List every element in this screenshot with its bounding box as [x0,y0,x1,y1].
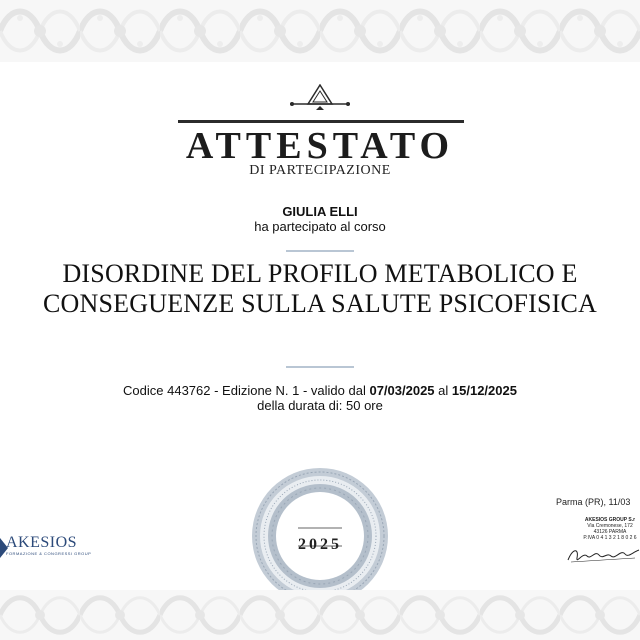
logo-subtext: FORMAZIONE & CONGRESSI GROUP [6,551,92,556]
course-duration: della durata di: 50 ore [257,398,383,413]
decorative-bottom-band [0,590,640,640]
certificate-title: ATTESTATO [185,125,455,167]
course-title-line: CONSEGUENZE SULLA SALUTE PSICOFISICA [43,289,597,318]
course-title-line: DISORDINE DEL PROFILO METABOLICO E [62,259,578,288]
recipient-name: GIULIA ELLI [282,204,358,219]
company-stamp [580,517,640,541]
signature-icon [565,544,640,566]
course-title [0,259,640,319]
emblem-icon [290,84,350,112]
stamp-vat: P.IVA 0 4 1 3 2 1 8 0 2 6 [583,535,637,541]
separator-line [286,366,354,368]
valid-to-date: 15/12/2025 [451,383,517,398]
stamp-address: Via Cremonese, 172 [587,523,633,529]
course-code-validity [0,383,640,398]
separator-line [286,250,354,252]
course-code: Codice 443762 - Edizione N. 1 - valido dal [123,383,370,398]
title-rule [178,120,464,123]
stamp-company: AKESIOS GROUP S.r [584,517,636,523]
certificate-subtitle: DI PARTECIPAZIONE [249,163,391,178]
stamp-city: 43126 PARMA [593,529,627,535]
place-date: Parma (PR), 11/03 [556,497,631,507]
validity-connector: al [434,383,452,398]
valid-from-date: 07/03/2025 [369,383,435,398]
decorative-top-band [0,0,640,62]
participated-text: ha partecipato al corso [254,219,386,234]
seal-year: 2025 [298,536,342,553]
logo-text: AKESIOS [6,534,78,551]
